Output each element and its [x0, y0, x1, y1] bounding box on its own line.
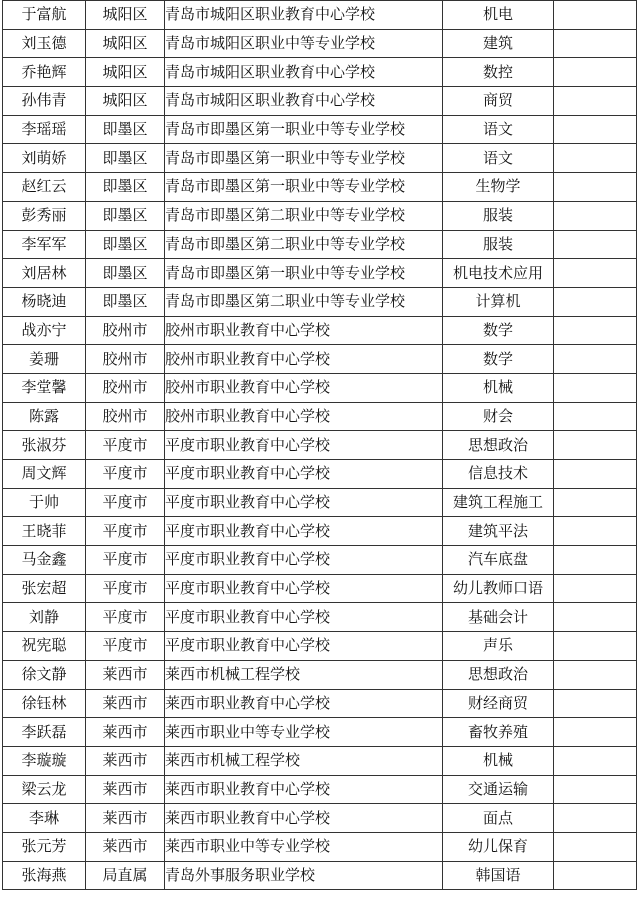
empty-cell — [554, 373, 637, 402]
major-cell: 幼儿教师口语 — [443, 574, 554, 603]
empty-cell — [554, 517, 637, 546]
major-cell: 数学 — [443, 345, 554, 374]
name-cell: 刘萌娇 — [3, 144, 86, 173]
empty-cell — [554, 718, 637, 747]
empty-cell — [554, 115, 637, 144]
school-cell: 胶州市职业教育中心学校 — [165, 402, 443, 431]
major-cell: 交通运输 — [443, 775, 554, 804]
district-cell: 平度市 — [86, 574, 165, 603]
empty-cell — [554, 287, 637, 316]
district-cell: 城阳区 — [86, 29, 165, 58]
empty-cell — [554, 546, 637, 575]
name-cell: 陈露 — [3, 402, 86, 431]
district-cell: 平度市 — [86, 546, 165, 575]
major-cell: 汽车底盘 — [443, 546, 554, 575]
school-cell: 平度市职业教育中心学校 — [165, 546, 443, 575]
school-cell: 青岛市即墨区第二职业中等专业学校 — [165, 287, 443, 316]
district-cell: 莱西市 — [86, 689, 165, 718]
table-row — [3, 775, 637, 804]
empty-cell — [554, 316, 637, 345]
table-row — [3, 718, 637, 747]
district-cell: 平度市 — [86, 488, 165, 517]
name-cell: 孙伟青 — [3, 87, 86, 116]
empty-cell — [554, 173, 637, 202]
district-cell: 即墨区 — [86, 144, 165, 173]
name-cell: 姜珊 — [3, 345, 86, 374]
table-row — [3, 632, 637, 661]
school-cell: 青岛市即墨区第一职业中等专业学校 — [165, 115, 443, 144]
empty-cell — [554, 689, 637, 718]
name-cell: 李跃磊 — [3, 718, 86, 747]
school-cell: 平度市职业教育中心学校 — [165, 632, 443, 661]
district-cell: 平度市 — [86, 632, 165, 661]
school-cell: 胶州市职业教育中心学校 — [165, 316, 443, 345]
empty-cell — [554, 431, 637, 460]
school-cell: 平度市职业教育中心学校 — [165, 431, 443, 460]
table-row — [3, 546, 637, 575]
school-cell: 莱西市机械工程学校 — [165, 660, 443, 689]
empty-cell — [554, 345, 637, 374]
school-cell: 青岛市即墨区第一职业中等专业学校 — [165, 173, 443, 202]
empty-cell — [554, 144, 637, 173]
table-row — [3, 115, 637, 144]
district-cell: 即墨区 — [86, 201, 165, 230]
school-cell: 青岛市即墨区第一职业中等专业学校 — [165, 144, 443, 173]
district-cell: 即墨区 — [86, 173, 165, 202]
table-row — [3, 746, 637, 775]
table-row — [3, 87, 637, 116]
empty-cell — [554, 87, 637, 116]
district-cell: 莱西市 — [86, 746, 165, 775]
school-cell: 莱西市职业教育中心学校 — [165, 775, 443, 804]
district-cell: 平度市 — [86, 517, 165, 546]
district-cell: 城阳区 — [86, 1, 165, 30]
district-cell: 即墨区 — [86, 259, 165, 288]
teacher-roster-table — [2, 0, 637, 890]
district-cell: 胶州市 — [86, 316, 165, 345]
major-cell: 声乐 — [443, 632, 554, 661]
school-cell: 青岛市城阳区职业教育中心学校 — [165, 58, 443, 87]
table-row — [3, 173, 637, 202]
school-cell: 青岛市即墨区第一职业中等专业学校 — [165, 259, 443, 288]
table-row — [3, 29, 637, 58]
empty-cell — [554, 1, 637, 30]
major-cell: 机械 — [443, 373, 554, 402]
school-cell: 莱西市机械工程学校 — [165, 746, 443, 775]
empty-cell — [554, 259, 637, 288]
major-cell: 韩国语 — [443, 861, 554, 890]
district-cell: 即墨区 — [86, 287, 165, 316]
empty-cell — [554, 29, 637, 58]
name-cell: 战亦宁 — [3, 316, 86, 345]
school-cell: 平度市职业教育中心学校 — [165, 460, 443, 489]
name-cell: 赵红云 — [3, 173, 86, 202]
district-cell: 即墨区 — [86, 115, 165, 144]
name-cell: 于帅 — [3, 488, 86, 517]
empty-cell — [554, 488, 637, 517]
empty-cell — [554, 660, 637, 689]
major-cell: 语文 — [443, 144, 554, 173]
district-cell: 局直属 — [86, 861, 165, 890]
name-cell: 梁云龙 — [3, 775, 86, 804]
table-row — [3, 488, 637, 517]
school-cell: 青岛市城阳区职业教育中心学校 — [165, 1, 443, 30]
name-cell: 刘居林 — [3, 259, 86, 288]
school-cell: 青岛市即墨区第二职业中等专业学校 — [165, 230, 443, 259]
district-cell: 平度市 — [86, 603, 165, 632]
table-row — [3, 804, 637, 833]
major-cell: 数控 — [443, 58, 554, 87]
major-cell: 服装 — [443, 230, 554, 259]
major-cell: 财会 — [443, 402, 554, 431]
name-cell: 李军军 — [3, 230, 86, 259]
district-cell: 莱西市 — [86, 660, 165, 689]
empty-cell — [554, 460, 637, 489]
empty-cell — [554, 804, 637, 833]
district-cell: 莱西市 — [86, 775, 165, 804]
major-cell: 面点 — [443, 804, 554, 833]
school-cell: 青岛市城阳区职业教育中心学校 — [165, 87, 443, 116]
district-cell: 平度市 — [86, 431, 165, 460]
empty-cell — [554, 201, 637, 230]
table-row — [3, 230, 637, 259]
major-cell: 商贸 — [443, 87, 554, 116]
district-cell: 莱西市 — [86, 718, 165, 747]
district-cell: 城阳区 — [86, 87, 165, 116]
table-row — [3, 660, 637, 689]
district-cell: 即墨区 — [86, 230, 165, 259]
district-cell: 胶州市 — [86, 345, 165, 374]
name-cell: 祝宪聪 — [3, 632, 86, 661]
name-cell: 乔艳辉 — [3, 58, 86, 87]
table-row — [3, 517, 637, 546]
table-row — [3, 402, 637, 431]
name-cell: 张淑芬 — [3, 431, 86, 460]
name-cell: 李琳 — [3, 804, 86, 833]
school-cell: 胶州市职业教育中心学校 — [165, 373, 443, 402]
name-cell: 马金鑫 — [3, 546, 86, 575]
table-row — [3, 316, 637, 345]
name-cell: 周文辉 — [3, 460, 86, 489]
table-row — [3, 431, 637, 460]
name-cell: 刘静 — [3, 603, 86, 632]
major-cell: 思想政治 — [443, 431, 554, 460]
empty-cell — [554, 832, 637, 861]
school-cell: 平度市职业教育中心学校 — [165, 574, 443, 603]
school-cell: 莱西市职业教育中心学校 — [165, 689, 443, 718]
name-cell: 李璇璇 — [3, 746, 86, 775]
table-row — [3, 460, 637, 489]
major-cell: 数学 — [443, 316, 554, 345]
empty-cell — [554, 402, 637, 431]
empty-cell — [554, 746, 637, 775]
table-row — [3, 259, 637, 288]
empty-cell — [554, 632, 637, 661]
major-cell: 建筑平法 — [443, 517, 554, 546]
school-cell: 平度市职业教育中心学校 — [165, 603, 443, 632]
school-cell: 平度市职业教育中心学校 — [165, 488, 443, 517]
table-row — [3, 574, 637, 603]
name-cell: 王晓菲 — [3, 517, 86, 546]
table-row — [3, 287, 637, 316]
school-cell: 青岛市城阳区职业中等专业学校 — [165, 29, 443, 58]
empty-cell — [554, 574, 637, 603]
school-cell: 青岛外事服务职业学校 — [165, 861, 443, 890]
major-cell: 计算机 — [443, 287, 554, 316]
school-cell: 胶州市职业教育中心学校 — [165, 345, 443, 374]
district-cell: 胶州市 — [86, 402, 165, 431]
table-row — [3, 201, 637, 230]
school-cell: 平度市职业教育中心学校 — [165, 517, 443, 546]
table-row — [3, 1, 637, 30]
name-cell: 张宏超 — [3, 574, 86, 603]
empty-cell — [554, 230, 637, 259]
major-cell: 财经商贸 — [443, 689, 554, 718]
table-row — [3, 861, 637, 890]
major-cell: 思想政治 — [443, 660, 554, 689]
major-cell: 畜牧养殖 — [443, 718, 554, 747]
name-cell: 张元芳 — [3, 832, 86, 861]
table-row — [3, 832, 637, 861]
empty-cell — [554, 603, 637, 632]
district-cell: 莱西市 — [86, 832, 165, 861]
table-row — [3, 345, 637, 374]
name-cell: 李堂馨 — [3, 373, 86, 402]
name-cell: 彭秀丽 — [3, 201, 86, 230]
major-cell: 基础会计 — [443, 603, 554, 632]
empty-cell — [554, 775, 637, 804]
name-cell: 张海燕 — [3, 861, 86, 890]
major-cell: 语文 — [443, 115, 554, 144]
school-cell: 莱西市职业教育中心学校 — [165, 804, 443, 833]
district-cell: 平度市 — [86, 460, 165, 489]
major-cell: 生物学 — [443, 173, 554, 202]
table-row — [3, 689, 637, 718]
district-cell: 莱西市 — [86, 804, 165, 833]
district-cell: 城阳区 — [86, 58, 165, 87]
major-cell: 建筑工程施工 — [443, 488, 554, 517]
major-cell: 服装 — [443, 201, 554, 230]
empty-cell — [554, 861, 637, 890]
table-row — [3, 603, 637, 632]
name-cell: 杨晓迪 — [3, 287, 86, 316]
major-cell: 机电 — [443, 1, 554, 30]
table-row — [3, 373, 637, 402]
roster-body — [3, 1, 637, 890]
major-cell: 机电技术应用 — [443, 259, 554, 288]
name-cell: 于富航 — [3, 1, 86, 30]
major-cell: 建筑 — [443, 29, 554, 58]
district-cell: 胶州市 — [86, 373, 165, 402]
major-cell: 信息技术 — [443, 460, 554, 489]
school-cell: 青岛市即墨区第二职业中等专业学校 — [165, 201, 443, 230]
table-row — [3, 58, 637, 87]
school-cell: 莱西市职业中等专业学校 — [165, 832, 443, 861]
table-row — [3, 144, 637, 173]
name-cell: 李瑶瑶 — [3, 115, 86, 144]
name-cell: 徐钰林 — [3, 689, 86, 718]
major-cell: 幼儿保育 — [443, 832, 554, 861]
empty-cell — [554, 58, 637, 87]
name-cell: 徐文静 — [3, 660, 86, 689]
school-cell: 莱西市职业中等专业学校 — [165, 718, 443, 747]
major-cell: 机械 — [443, 746, 554, 775]
name-cell: 刘玉德 — [3, 29, 86, 58]
